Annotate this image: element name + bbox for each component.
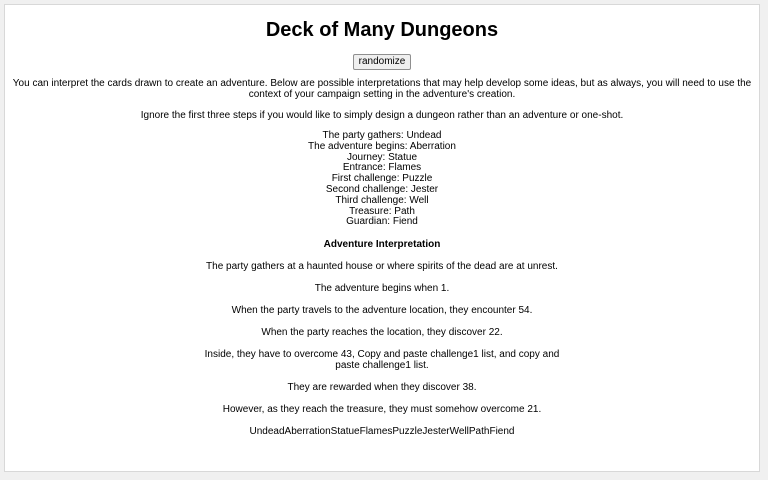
- draw-adventure-begins: The adventure begins: Aberration: [308, 140, 456, 152]
- draw-entrance: Entrance: Flames: [342, 162, 422, 174]
- interpretation-guardian: However, as they reach the treasure, they must somehow overcome 21.: [222, 404, 542, 416]
- page-title: Deck of Many Dungeons: [265, 19, 499, 41]
- interpretation-party: The party gathers at a haunted house or where spirits of the dead are at unrest.: [206, 261, 558, 273]
- draw-second-challenge: Second challenge: Jester: [325, 183, 439, 195]
- draw-journey: Journey: Statue: [346, 151, 418, 163]
- draw-third-challenge: Third challenge: Well: [335, 194, 429, 206]
- interpretation-treasure: They are rewarded when they discover 38.: [287, 382, 477, 394]
- note-text: Ignore the first three steps if you would like to simply design a dungeon rather than an adventure or one-shot.: [140, 110, 624, 121]
- interpretation-begins: The adventure begins when 1.: [314, 283, 450, 295]
- interpretation-challenges: Inside, they have to overcome 43, Copy and paste challenge1 list, and copy and paste challenge1 list.: [204, 349, 560, 372]
- draw-party-gathers: The party gathers: Undead: [322, 130, 442, 141]
- draw-first-challenge: First challenge: Puzzle: [331, 173, 433, 185]
- draw-treasure: Treasure: Path: [349, 205, 415, 217]
- interpretation-entrance: When the party reaches the location, they discover 22.: [261, 327, 503, 339]
- interpretation-journey: When the party travels to the adventure location, they encounter 54.: [231, 305, 533, 317]
- card-draws-list: [5, 131, 759, 228]
- draw-guardian: Guardian: Fiend: [346, 216, 418, 228]
- card-sequence-text: UndeadAberrationStatueFlamesPuzzleJesterWellPathFiend: [249, 426, 515, 438]
- intro-text: You can interpret the cards drawn to create an adventure. Below are possible interpretations that may help develop some ideas, but as always, you will need to use the context of your campaign setting in the adventure's creation.: [12, 78, 752, 100]
- page-container: [4, 4, 760, 472]
- interpretation-heading: Adventure Interpretation: [323, 239, 441, 251]
- randomize-button[interactable]: randomize: [353, 54, 412, 70]
- interpretation-section: [5, 261, 759, 437]
